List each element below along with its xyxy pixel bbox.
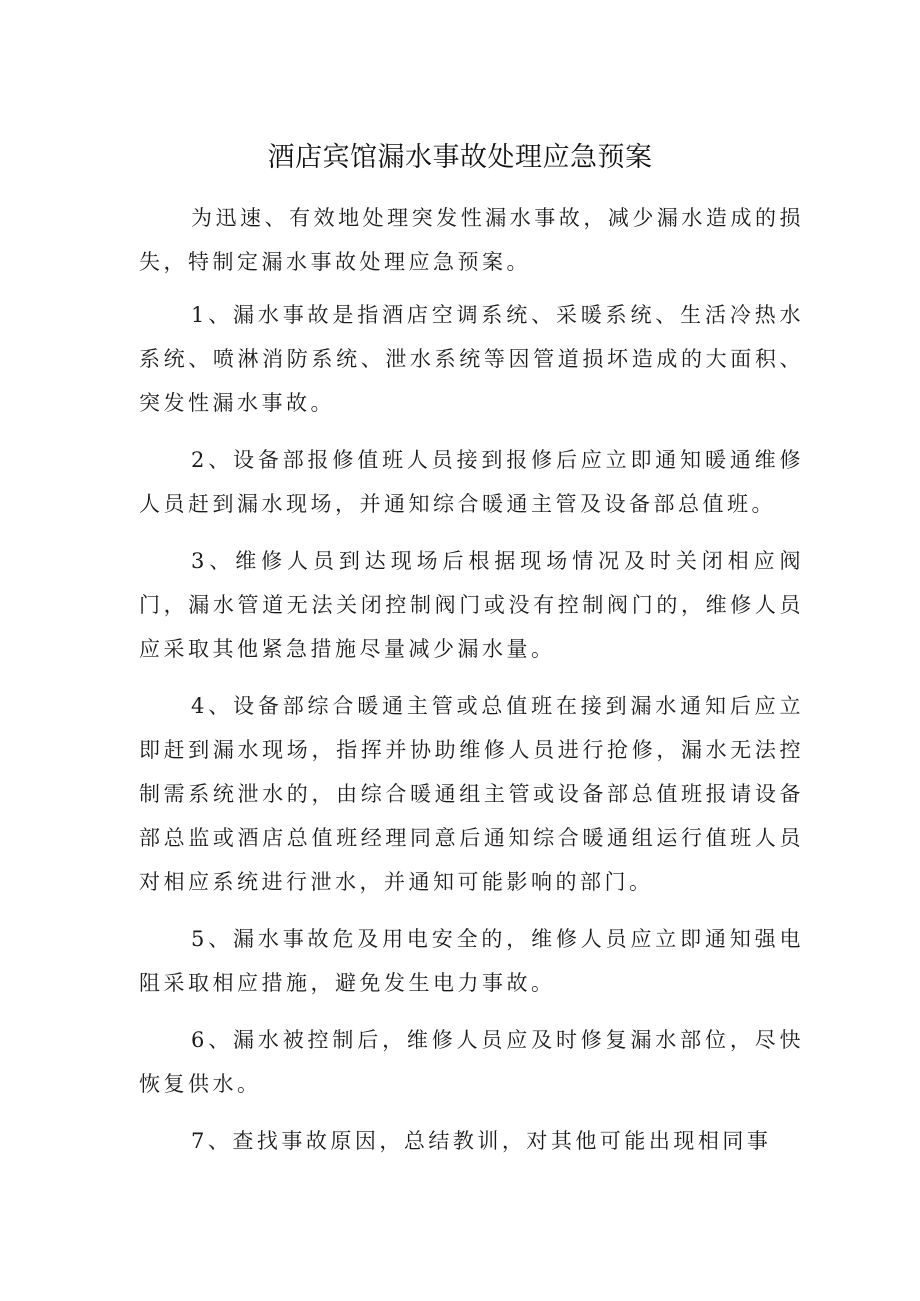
item-paragraph-1: 1、漏水事故是指酒店空调系统、采暖系统、生活冷热水系统、喷淋消防系统、泄水系统等因管道损坏造成的大面积、突发性漏水事故。 (139, 303, 804, 415)
item-paragraph-6: 6、漏水被控制后，维修人员应及时修复漏水部位，尽快恢复供水。 (139, 1028, 804, 1096)
document-title: 酒店宾馆漏水事故处理应急预案 (267, 142, 653, 173)
item-paragraph-4: 4、设备部综合暖通主管或总值班在接到漏水通知后应立即赶到漏水现场，指挥并协助维修人员进行抢修，漏水无法控制需系统泄水的，由综合暖通组主管或设备部总值班报请设备部总监或酒店总值班经理同意后通知综合暖通组运行值班人员对相应系统进行泄水，并通知可能影响的部门。 (139, 694, 804, 894)
item-paragraph-7: 7、查找事故原因，总结教训，对其他可能出现相同事 (191, 1129, 772, 1153)
item-paragraph-2: 2、设备部报修值班人员接到报修后应立即通知暖通维修人员赶到漏水现场，并通知综合暖通主管及设备部总值班。 (139, 448, 804, 516)
item-paragraph-3: 3、维修人员到达现场后根据现场情况及时关闭相应阀门，漏水管道无法关闭控制阀门或没有控制阀门的，维修人员应采取其他紧急措施尽量减少漏水量。 (139, 549, 804, 661)
document-body (139, 196, 804, 1176)
intro-paragraph: 为迅速、有效地处理突发性漏水事故，减少漏水造成的损失，特制定漏水事故处理应急预案。 (139, 206, 804, 274)
item-paragraph-5: 5、漏水事故危及用电安全的，维修人员应立即通知强电阻采取相应措施，避免发生电力事故。 (139, 927, 804, 995)
